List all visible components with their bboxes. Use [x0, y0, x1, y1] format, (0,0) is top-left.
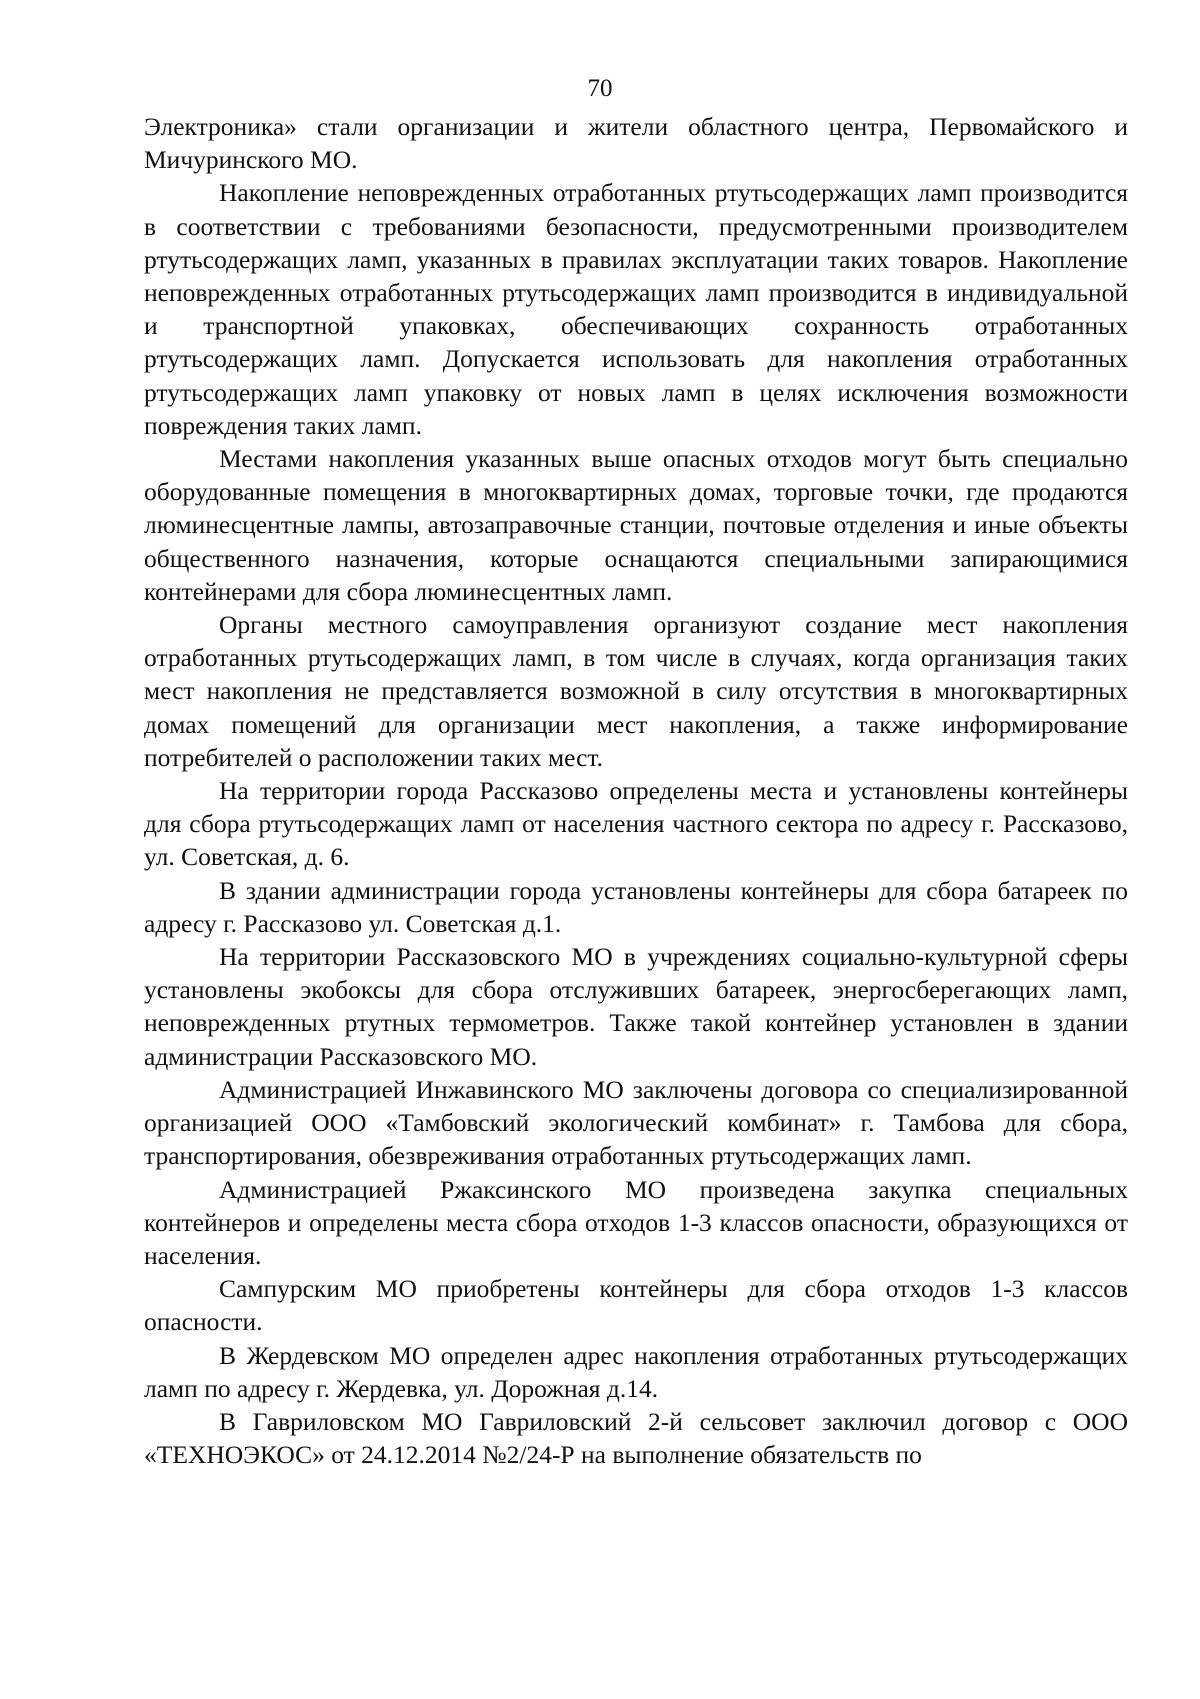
- paragraph-storage-places: Местами накопления указанных выше опасных отходов могут быть специально оборудованные помещения в многоквартирных домах, торговые точки, где продаются люминесцентные лампы, автозаправочные станции, почтовые отделения и иные объекты общественного назначения, которые оснащаются специальными запирающимися контейнерами для сбора люминесцентных ламп.: [144, 444, 1128, 606]
- page-number: 70: [587, 75, 613, 102]
- paragraph-rasskazovo-city: На территории города Рассказово определены места и установлены контейнеры для сбора ртутьсодержащих ламп от населения частного сектора по адресу г. Рассказово, ул. Советская, д. 6.: [144, 776, 1128, 872]
- paragraph-zherdevsky-mo: В Жердевском МО определен адрес накопления отработанных ртутьсодержащих ламп по адресу г. Жердевка, ул. Дорожная д.14.: [144, 1340, 1128, 1403]
- paragraph-rasskazovsky-mo: На территории Рассказовского МО в учреждениях социально-культурной сферы установлены экобоксы для сбора отслуживших батареек, энергосберегающих ламп, неповрежденных ртутных термометров. Также такой контейнер установлен в здании администрации Рассказовского МО.: [144, 942, 1128, 1071]
- paragraph-inzhavinsky-mo: Администрацией Инжавинского МО заключены договора со специализированной организацией ООО «Тамбовский экологический комбинат» г. Тамбова для сбора, транспортирования, обезвреживания отработанных ртутьсодержащих ламп.: [144, 1074, 1128, 1171]
- paragraph-lamp-storage: Накопление неповрежденных отработанных ртутьсодержащих ламп производится в соответствии с требованиями безопасности, предусмотренными производителем ртутьсодержащих ламп, указанных в правилах эксплуатации таких товаров. Накопление неповрежденных отработанных ртутьсодержащих ламп производится в индивидуальной и транспортной упаковках, обеспечивающих сохранность отработанных ртутьсодержащих ламп. Допускается использовать для накопления отработанных ртутьсодержащих ламп упаковку от новых ламп в целях исключения возможности повреждения таких ламп.: [144, 178, 1128, 440]
- paragraph-local-government: Органы местного самоуправления организуют создание мест накопления отработанных ртутьсодержащих ламп, в том числе в случаях, когда организация таких мест накопления не представляется возможной в силу отсутствия в многоквартирных домах помещений для организации мест накопления, а также информирование потребителей о расположении таких мест.: [144, 610, 1128, 772]
- paragraph-battery-containers: В здании администрации города установлены контейнеры для сбора батареек по адресу г. Рассказово ул. Советская д.1.: [144, 875, 1128, 938]
- paragraph-rzhaksinsky-mo: Администрацией Ржаксинского МО произведена закупка специальных контейнеров и определены места сбора отходов 1-3 классов опасности, образующихся от населения.: [144, 1174, 1128, 1270]
- paragraph-continuation: Электроника» стали организации и жители областного центра, Первомайского и Мичуринского МО.: [144, 112, 1128, 175]
- paragraph-gavrilovsky-mo: В Гавриловском МО Гавриловский 2-й сельсовет заключил договор с ООО «ТЕХНОЭКОС» от 24.12.2014 №2/24-Р на выполнение обязательств по: [144, 1406, 1128, 1470]
- paragraph-sampursky-mo: Сампурским МО приобретены контейнеры для сбора отходов 1-3 классов опасности.: [144, 1274, 1128, 1337]
- document-body: [144, 110, 1128, 1471]
